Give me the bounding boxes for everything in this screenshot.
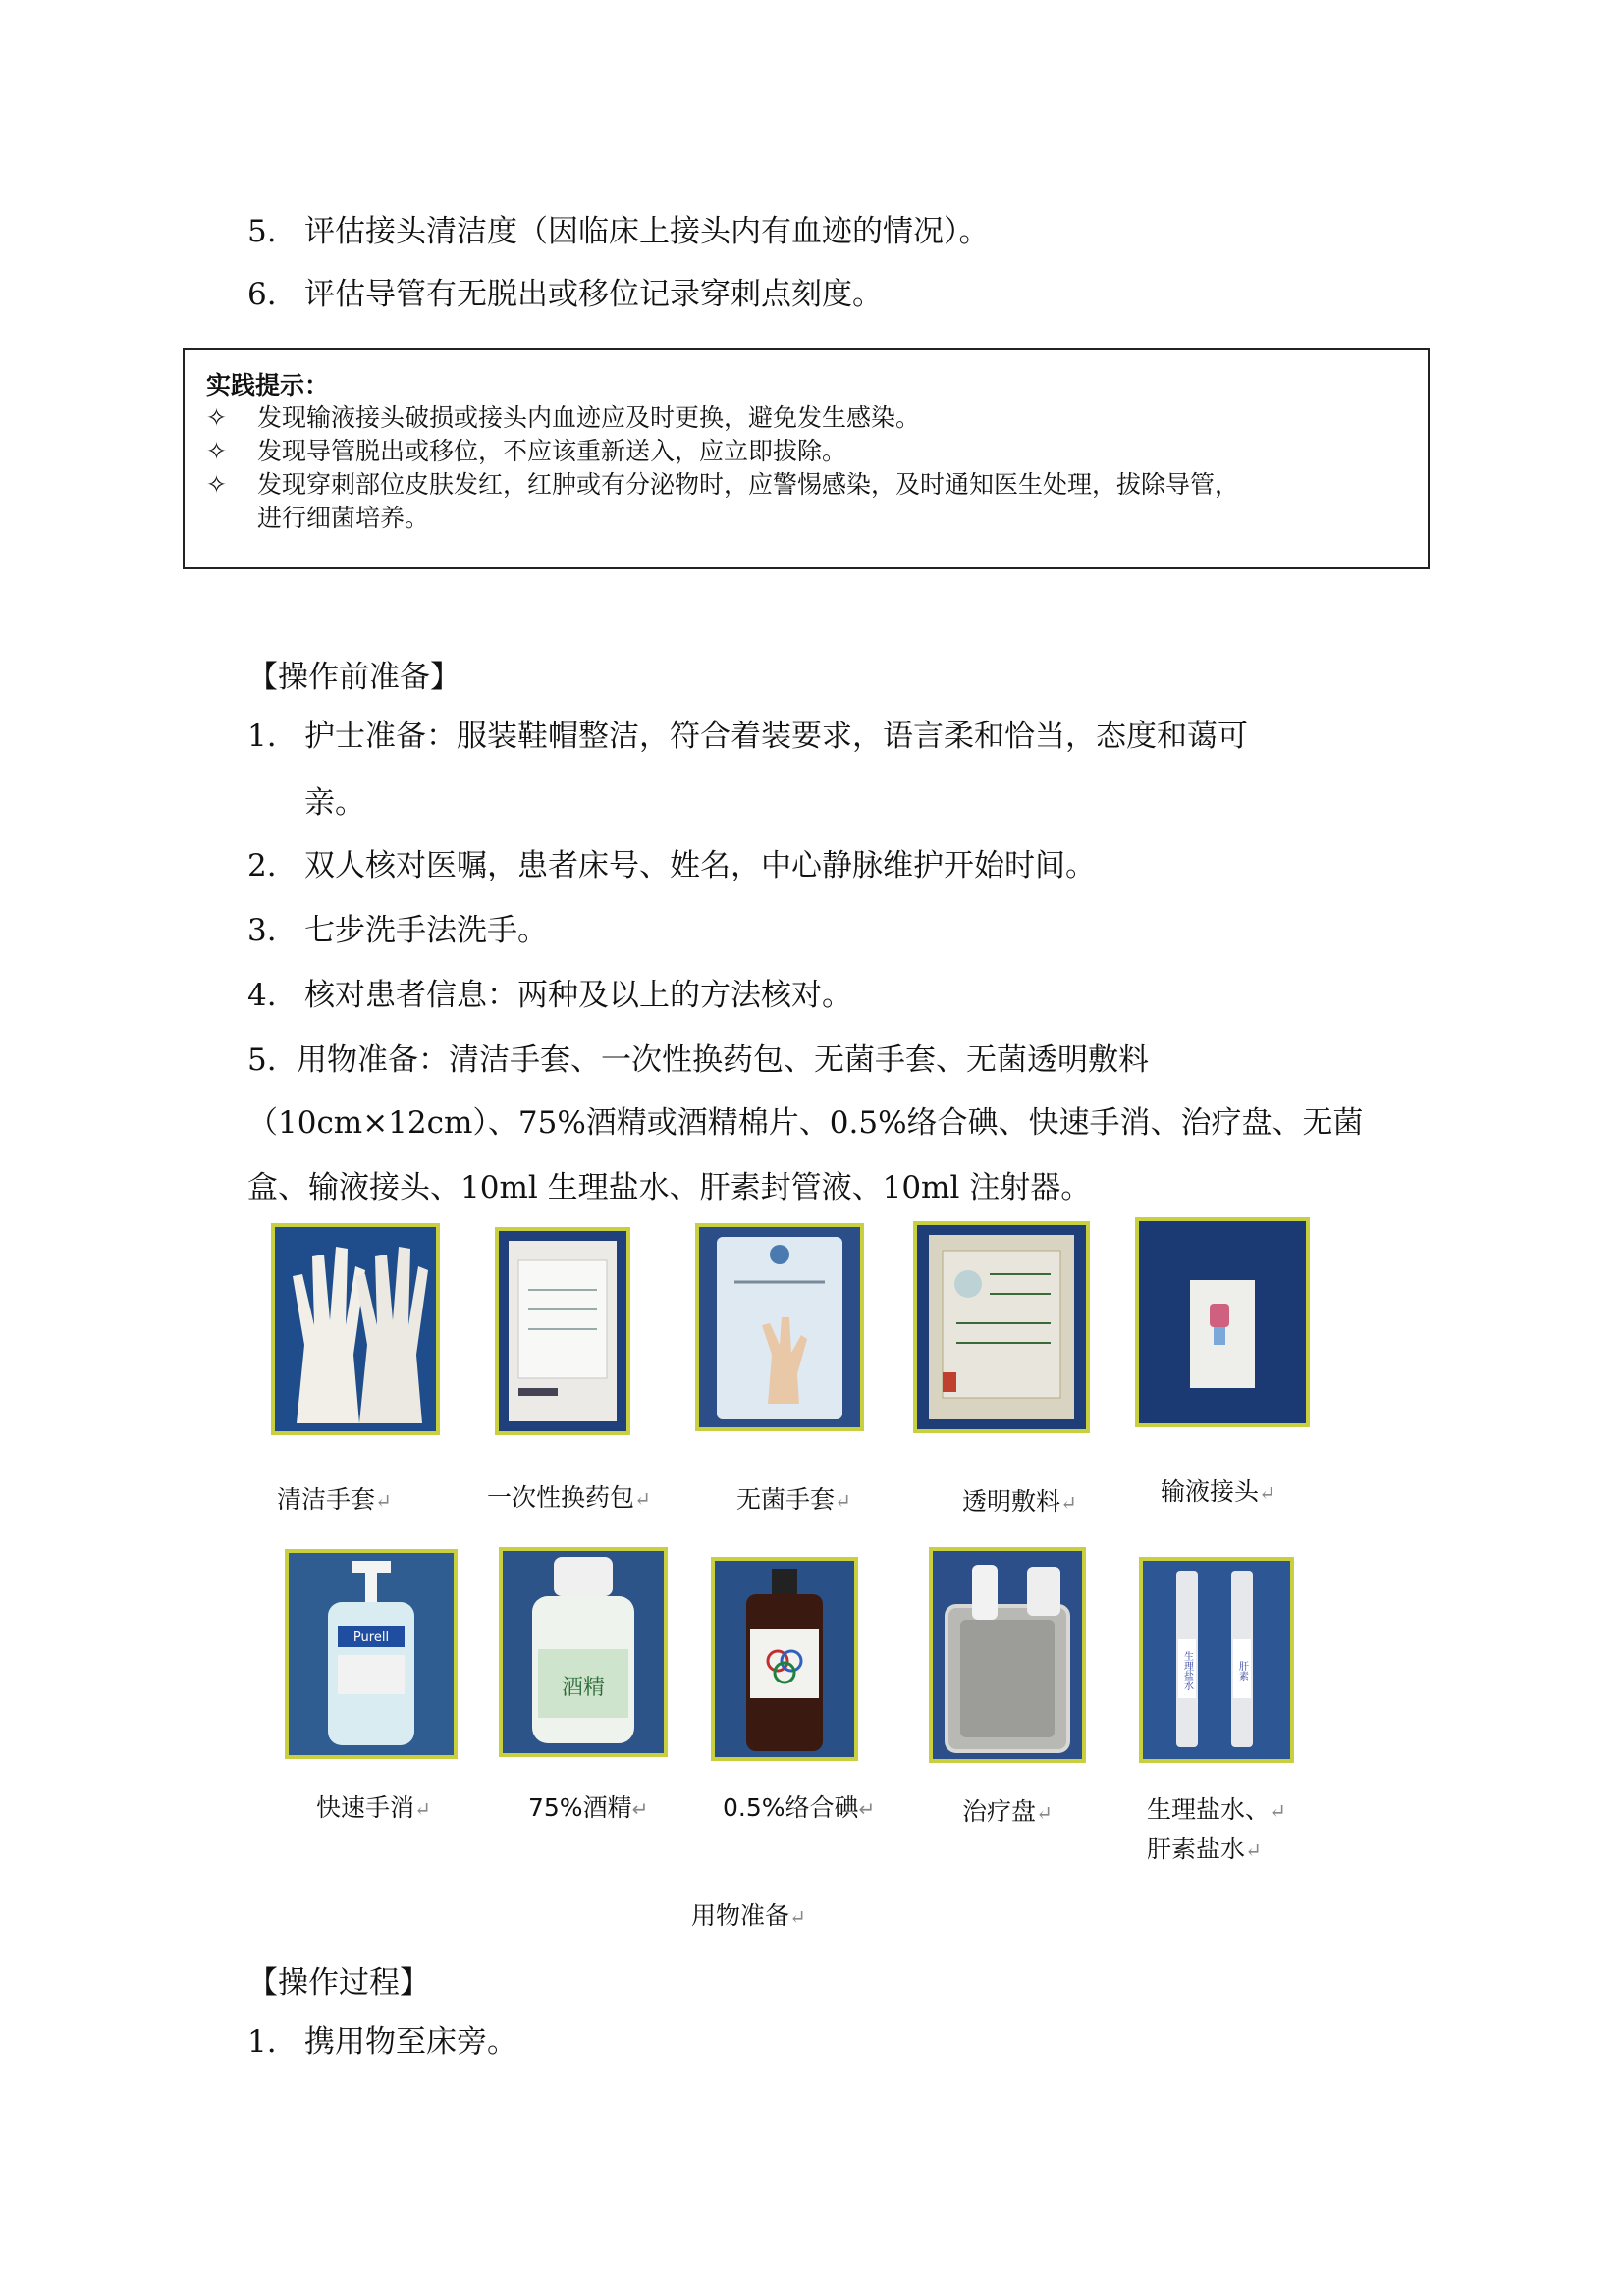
return-mark-icon: ↵ bbox=[1036, 1801, 1053, 1825]
item-number: 1. bbox=[247, 719, 277, 754]
tip-text: 发现输液接头破损或接头内血迹应及时更换，避免发生感染。 bbox=[257, 403, 921, 432]
item-text: 核对患者信息：两种及以上的方法核对。 bbox=[304, 978, 852, 1013]
tip-text: 发现穿刺部位皮肤发红，红肿或有分泌物时，应警惕感染，及时通知医生处理，拔除导管， bbox=[257, 470, 1240, 499]
caption-text: 输液接头 bbox=[1161, 1477, 1260, 1506]
caption-text: 75%酒精 bbox=[528, 1793, 632, 1822]
caption-text: 肝素盐水 bbox=[1147, 1835, 1246, 1863]
item-text: 携用物至床旁。 bbox=[304, 2024, 517, 2059]
photo-75-alcohol bbox=[499, 1547, 668, 1757]
item-number: 5. bbox=[247, 214, 277, 249]
dressing-pack-icon bbox=[499, 1231, 626, 1431]
return-mark-icon: ↵ bbox=[414, 1797, 431, 1821]
infusion-connector-icon bbox=[1139, 1221, 1306, 1423]
item-text: 护士准备：服装鞋帽整洁，符合着装要求，语言柔和恰当，态度和蔼可 bbox=[304, 719, 1248, 754]
prep-item-4 bbox=[247, 976, 852, 1015]
prep-item-2 bbox=[247, 846, 1096, 885]
item-number: 5. bbox=[247, 1042, 277, 1078]
prep-item-3 bbox=[247, 911, 548, 950]
prep-item-1 bbox=[247, 717, 1248, 756]
photo-clean-gloves bbox=[271, 1223, 440, 1435]
tip-text: 发现导管脱出或移位，不应该重新送入，应立即拔除。 bbox=[257, 437, 847, 465]
caption-text: 用物准备 bbox=[691, 1901, 790, 1930]
figure-caption bbox=[691, 1896, 806, 1932]
prep-item-5-cont2 bbox=[247, 1168, 1091, 1207]
caption-treatment-tray bbox=[962, 1792, 1053, 1828]
return-mark-icon: ↵ bbox=[835, 1489, 851, 1513]
tips-title: 实践提示： bbox=[206, 371, 330, 400]
item-number: 4. bbox=[247, 978, 277, 1013]
caption-text: 0.5%络合碘 bbox=[723, 1793, 859, 1822]
caption-text: 一次性换药包 bbox=[487, 1483, 635, 1512]
prep-item-1-cont bbox=[304, 783, 365, 823]
item-text: 七步洗手法洗手。 bbox=[304, 913, 548, 948]
item-number: 6. bbox=[247, 277, 277, 312]
tip-line bbox=[206, 468, 1239, 501]
heparin-label: 肝素 bbox=[1236, 1661, 1248, 1681]
sterile-gloves-icon bbox=[699, 1227, 860, 1427]
return-mark-icon: ↵ bbox=[858, 1797, 876, 1821]
gloves-icon bbox=[275, 1227, 436, 1431]
diamond-bullet-icon: ✧ bbox=[206, 470, 227, 499]
prep-heading: 【操作前准备】 bbox=[247, 660, 460, 695]
tip-line bbox=[206, 435, 846, 467]
tip-line bbox=[206, 401, 920, 434]
photo-hand-sanitizer bbox=[285, 1549, 458, 1759]
item-text: 评估导管有无脱出或移位记录穿刺点刻度。 bbox=[304, 277, 883, 312]
assessment-item-5 bbox=[247, 212, 990, 251]
return-mark-icon: ↵ bbox=[1060, 1491, 1077, 1515]
caption-text: 生理盐水、 bbox=[1147, 1795, 1271, 1824]
return-mark-icon: ↵ bbox=[375, 1489, 392, 1513]
process-heading: 【操作过程】 bbox=[247, 1965, 430, 2001]
photo-sterile-gloves bbox=[695, 1223, 864, 1431]
item-text: （10cm×12cm）、75%酒精或酒精棉片、0.5%络合碘、快速手消、治疗盘、无菌 bbox=[247, 1105, 1364, 1141]
caption-infusion-connector bbox=[1161, 1472, 1275, 1508]
photo-syringes bbox=[1139, 1557, 1294, 1763]
item-text: 双人核对医嘱，患者床号、姓名，中心静脉维护开始时间。 bbox=[304, 848, 1096, 883]
caption-75-alcohol bbox=[528, 1789, 648, 1824]
item-text: 盒、输液接头、10ml 生理盐水、肝素封管液、10ml 注射器。 bbox=[247, 1170, 1092, 1205]
caption-saline bbox=[1147, 1790, 1286, 1826]
return-mark-icon: ↵ bbox=[1259, 1481, 1275, 1505]
caption-text: 透明敷料 bbox=[962, 1487, 1061, 1516]
photo-treatment-tray bbox=[929, 1547, 1086, 1763]
tip-line bbox=[257, 502, 429, 534]
caption-dressing-pack bbox=[487, 1478, 651, 1514]
return-mark-icon: ↵ bbox=[789, 1905, 806, 1929]
caption-text: 快速手消 bbox=[316, 1793, 415, 1822]
item-text: 评估接头清洁度（因临床上接头内有血迹的情况）。 bbox=[304, 214, 990, 249]
photo-transparent-dressing bbox=[913, 1221, 1090, 1433]
photo-iodine bbox=[711, 1557, 858, 1761]
hand-sanitizer-icon bbox=[289, 1553, 454, 1755]
item-text: 亲。 bbox=[304, 785, 365, 821]
saline-label: 生理盐水 bbox=[1181, 1651, 1193, 1690]
diamond-bullet-icon: ✧ bbox=[206, 403, 227, 432]
caption-sterile-gloves bbox=[736, 1480, 851, 1516]
caption-hand-sanitizer bbox=[316, 1789, 431, 1824]
prep-item-5 bbox=[247, 1041, 1149, 1080]
return-mark-icon: ↵ bbox=[631, 1797, 649, 1821]
item-number: 1. bbox=[247, 2024, 277, 2059]
caption-heparin bbox=[1147, 1830, 1262, 1865]
return-mark-icon: ↵ bbox=[1245, 1839, 1262, 1862]
item-number: 3. bbox=[247, 913, 277, 948]
item-text: 用物准备：清洁手套、一次性换药包、无菌手套、无菌透明敷料 bbox=[297, 1042, 1149, 1078]
caption-text: 清洁手套 bbox=[277, 1485, 376, 1514]
photo-dressing-pack bbox=[495, 1227, 630, 1435]
caption-clean-gloves bbox=[277, 1480, 392, 1516]
alcohol-bottle-icon bbox=[503, 1551, 664, 1753]
alcohol-label: 酒精 bbox=[561, 1676, 606, 1700]
purell-label: Purell bbox=[352, 1630, 390, 1645]
assessment-item-6 bbox=[247, 275, 883, 314]
item-number: 2. bbox=[247, 848, 277, 883]
caption-iodine bbox=[723, 1789, 875, 1824]
transparent-dressing-icon bbox=[917, 1225, 1086, 1429]
return-mark-icon: ↵ bbox=[634, 1487, 651, 1511]
caption-text: 治疗盘 bbox=[962, 1797, 1037, 1826]
tip-text: 进行细菌培养。 bbox=[257, 504, 430, 532]
caption-transparent-dressing bbox=[962, 1482, 1077, 1518]
prep-item-5-cont bbox=[247, 1103, 1364, 1143]
practice-tips-box bbox=[183, 348, 1430, 569]
iodine-bottle-icon bbox=[715, 1561, 854, 1757]
syringe-icon bbox=[1143, 1561, 1290, 1759]
diamond-bullet-icon: ✧ bbox=[206, 437, 227, 465]
treatment-tray-icon bbox=[933, 1551, 1082, 1759]
caption-text: 无菌手套 bbox=[736, 1485, 836, 1514]
process-item-1 bbox=[247, 2022, 517, 2061]
photo-infusion-connector bbox=[1135, 1217, 1310, 1427]
return-mark-icon: ↵ bbox=[1270, 1799, 1286, 1823]
